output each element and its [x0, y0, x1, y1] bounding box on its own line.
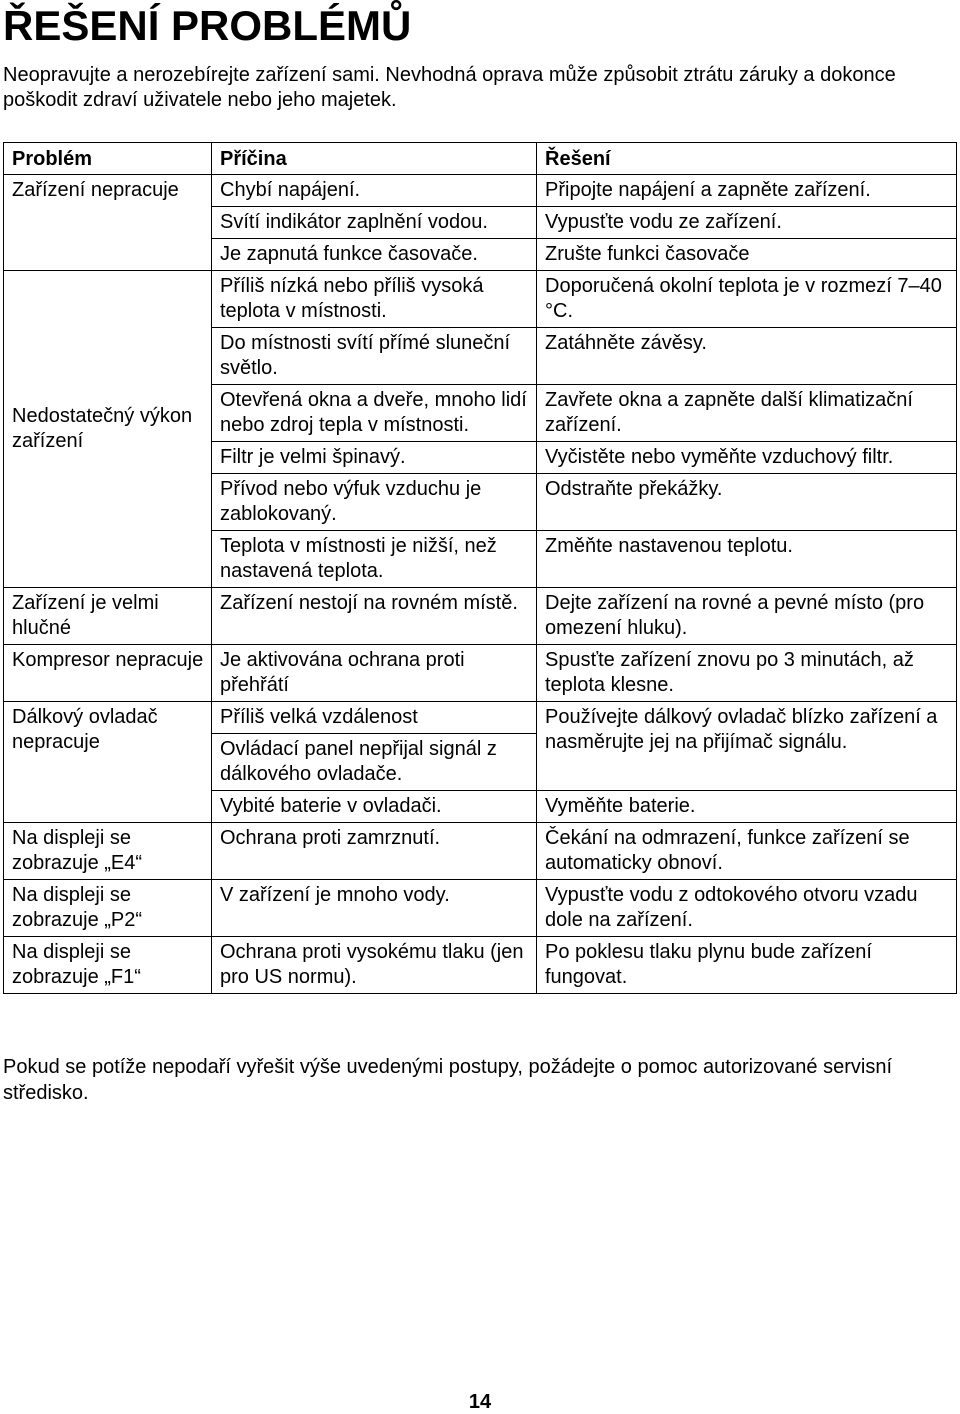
- problem-cell: Zařízení je velmi hlučné: [4, 588, 212, 645]
- solution-cell: Čekání na odmrazení, funkce zařízení se automaticky obnoví.: [537, 823, 957, 880]
- solution-cell: Používejte dálkový ovladač blízko zařízení a nasměrujte jej na přijímač signálu.: [537, 702, 957, 791]
- header-solution: Řešení: [537, 143, 957, 175]
- solution-cell: Odstraňte překážky.: [537, 474, 957, 531]
- cause-cell: Do místnosti svítí přímé sluneční světlo.: [212, 328, 537, 385]
- solution-cell: Doporučená okolní teplota je v rozmezí 7–40 °C.: [537, 271, 957, 328]
- solution-cell: Po poklesu tlaku plynu bude zařízení fungovat.: [537, 937, 957, 994]
- table-row: [4, 271, 957, 328]
- table-row: [4, 937, 957, 994]
- solution-cell: Vyčistěte nebo vyměňte vzduchový filtr.: [537, 442, 957, 474]
- cause-cell: Otevřená okna a dveře, mnoho lidí nebo zdroj tepla v místnosti.: [212, 385, 537, 442]
- solution-cell: Vypusťte vodu ze zařízení.: [537, 207, 957, 239]
- solution-cell: Dejte zařízení na rovné a pevné místo (pro omezení hluku).: [537, 588, 957, 645]
- table-row: [4, 702, 957, 734]
- page-number: 14: [468, 1391, 492, 1413]
- solution-cell: Vyměňte baterie.: [537, 791, 957, 823]
- table-row: [4, 880, 957, 937]
- cause-cell: Ochrana proti vysokému tlaku (jen pro US normu).: [212, 937, 537, 994]
- cause-cell: Je aktivována ochrana proti přehřátí: [212, 645, 537, 702]
- troubleshooting-table: [3, 142, 957, 994]
- header-problem: Problém: [4, 143, 212, 175]
- problem-cell: Kompresor nepracuje: [4, 645, 212, 702]
- solution-cell: Spusťte zařízení znovu po 3 minutách, až teplota klesne.: [537, 645, 957, 702]
- cause-cell: Svítí indikátor zaplnění vodou.: [212, 207, 537, 239]
- cause-cell: Vybité baterie v ovladači.: [212, 791, 537, 823]
- cause-cell: Chybí napájení.: [212, 175, 537, 207]
- solution-cell: Vypusťte vodu z odtokového otvoru vzadu dole na zařízení.: [537, 880, 957, 937]
- problem-cell: Dálkový ovladač nepracuje: [4, 702, 212, 823]
- solution-cell: Zrušte funkci časovače: [537, 239, 957, 271]
- cause-cell: Ochrana proti zamrznutí.: [212, 823, 537, 880]
- cause-cell: Přívod nebo výfuk vzduchu je zablokovaný.: [212, 474, 537, 531]
- problem-cell: Na displeji se zobrazuje „F1“: [4, 937, 212, 994]
- problem-cell: Na displeji se zobrazuje „P2“: [4, 880, 212, 937]
- solution-cell: Zatáhněte závěsy.: [537, 328, 957, 385]
- solution-cell: Změňte nastavenou teplotu.: [537, 531, 957, 588]
- table-row: [4, 823, 957, 880]
- cause-cell: Ovládací panel nepřijal signál z dálkového ovladače.: [212, 734, 537, 791]
- page-title: ŘEŠENÍ PROBLÉMŮ: [3, 2, 412, 49]
- cause-cell: V zařízení je mnoho vody.: [212, 880, 537, 937]
- solution-cell: Zavřete okna a zapněte další klimatizační zařízení.: [537, 385, 957, 442]
- cause-cell: Teplota v místnosti je nižší, než nastavená teplota.: [212, 531, 537, 588]
- table-row: [4, 175, 957, 207]
- problem-cell: Nedostatečný výkon zařízení: [4, 271, 212, 588]
- cause-cell: Filtr je velmi špinavý.: [212, 442, 537, 474]
- problem-cell: Zařízení nepracuje: [4, 175, 212, 271]
- warning-intro: Neopravujte a nerozebírejte zařízení sami. Nevhodná oprava může způsobit ztrátu záruky a dokonce poškodit zdraví uživatele nebo jeho majetek.: [3, 64, 896, 111]
- cause-cell: Příliš nízká nebo příliš vysoká teplota v místnosti.: [212, 271, 537, 328]
- cause-cell: Příliš velká vzdálenost: [212, 702, 537, 734]
- cause-cell: Zařízení nestojí na rovném místě.: [212, 588, 537, 645]
- table-header-row: [4, 143, 957, 175]
- cause-cell: Je zapnutá funkce časovače.: [212, 239, 537, 271]
- table-row: [4, 588, 957, 645]
- header-cause: Příčina: [212, 143, 537, 175]
- solution-cell: Připojte napájení a zapněte zařízení.: [537, 175, 957, 207]
- problem-cell: Na displeji se zobrazuje „E4“: [4, 823, 212, 880]
- table-row: [4, 645, 957, 702]
- footer-note: Pokud se potíže nepodaří vyřešit výše uvedenými postupy, požádejte o pomoc autorizované servisní středisko.: [3, 1056, 893, 1104]
